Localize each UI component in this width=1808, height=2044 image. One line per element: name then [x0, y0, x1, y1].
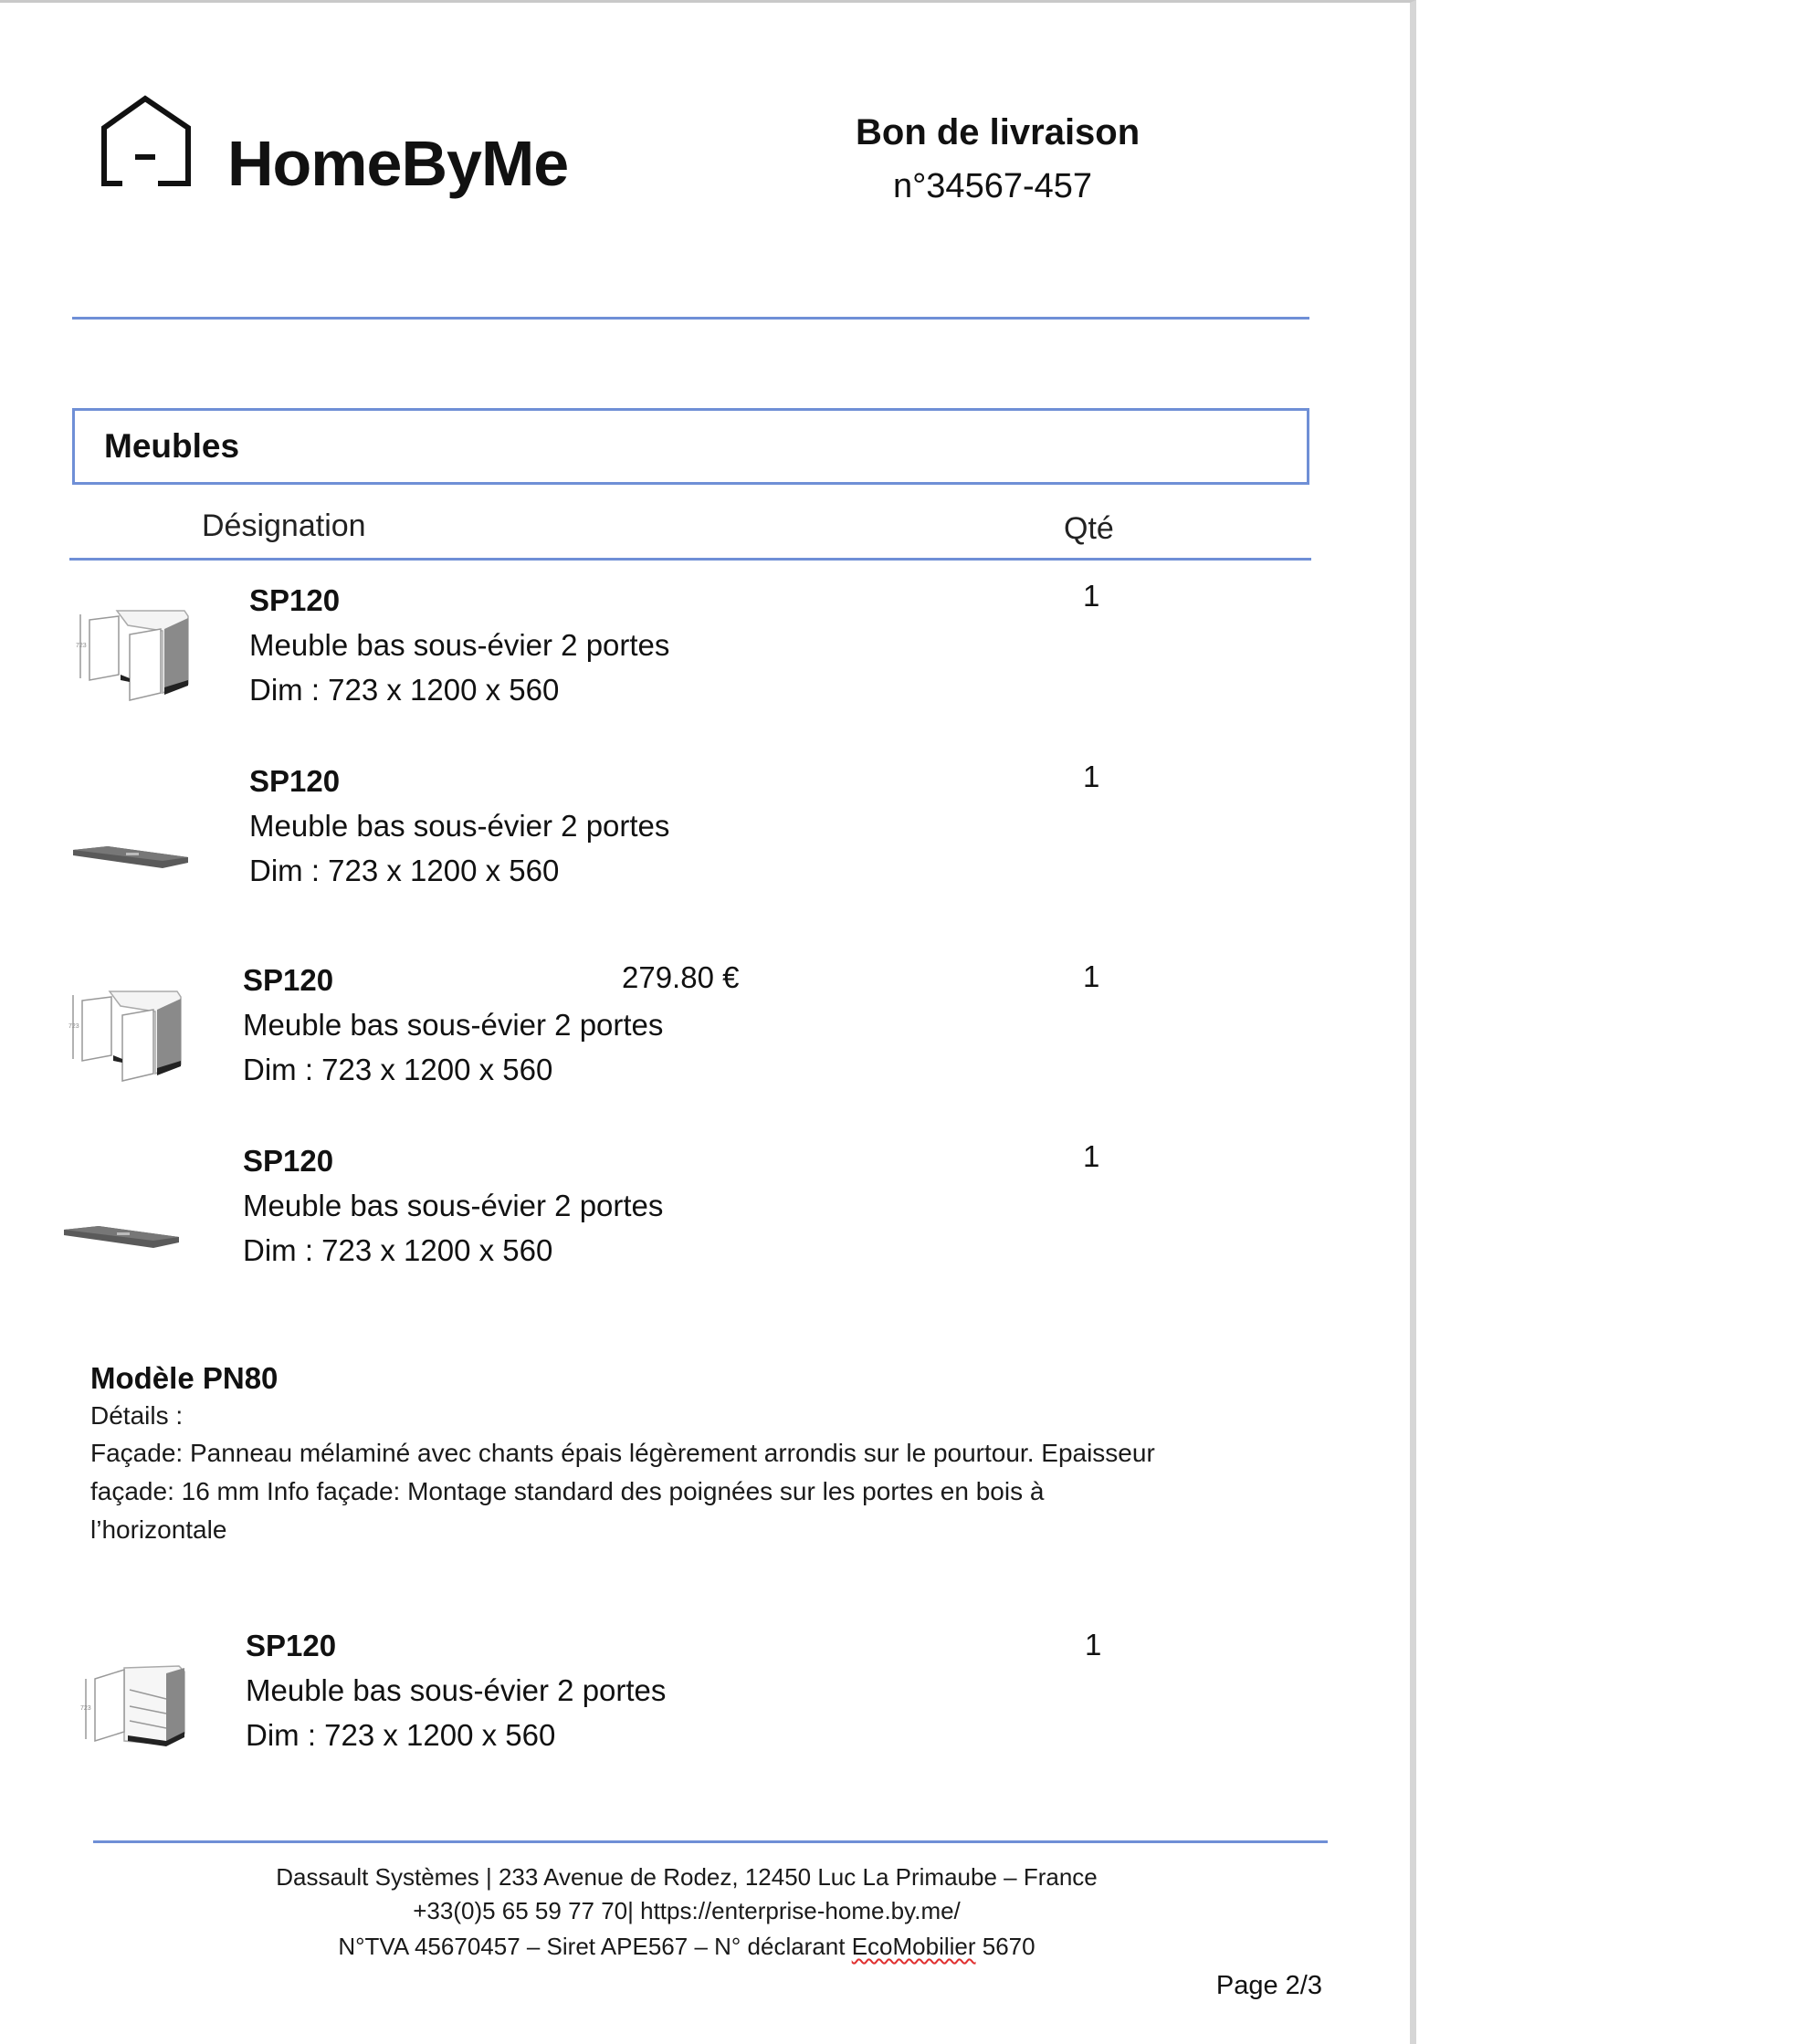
item-quantity: 1: [1083, 959, 1100, 993]
item-description: Meuble bas sous-évier 2 portes: [249, 809, 670, 843]
item-price: 279.80 €: [622, 960, 740, 994]
details-label: Détails :: [90, 1401, 184, 1430]
spellcheck-flagged-word[interactable]: EcoMobilier: [851, 1933, 976, 1960]
base-cabinet-2-doors-icon: [73, 603, 192, 706]
section-header: [72, 408, 1309, 485]
footer-contact: +33(0)5 65 59 77 70| https://enterprise-home.by.me/: [413, 1897, 961, 1924]
countertop-slab-icon: [62, 1221, 181, 1253]
item-quantity: 1: [1083, 760, 1100, 793]
svg-text:723: 723: [80, 1705, 91, 1712]
item-code: SP120: [243, 1144, 334, 1178]
page-number: Page 2/3: [1215, 1971, 1322, 2000]
item-description: Meuble bas sous-évier 2 portes: [243, 1008, 664, 1042]
item-quantity: 1: [1085, 1628, 1102, 1661]
details-line: façade: 16 mm Info façade: Montage standard des poignées sur les portes en bois à: [90, 1477, 1045, 1505]
base-cabinet-2-doors-icon: [66, 984, 184, 1086]
item-code: SP120: [246, 1629, 337, 1662]
footer-divider: [93, 1840, 1328, 1843]
model-title: Modèle PN80: [90, 1361, 279, 1395]
item-code: SP120: [249, 764, 341, 798]
column-quantity: Qté: [1064, 511, 1114, 546]
svg-text:723: 723: [68, 1023, 79, 1030]
footer-legal-prefix: N°TVA 45670457 – Siret APE567 – N° déclarant: [338, 1933, 852, 1960]
item-dimensions: Dim : 723 x 1200 x 560: [249, 673, 560, 707]
header-divider: [72, 317, 1309, 320]
footer-address: Dassault Systèmes | 233 Avenue de Rodez, 12450 Luc La Primaube – France: [276, 1863, 1098, 1891]
item-quantity: 1: [1083, 579, 1100, 613]
section-title: Meubles: [104, 427, 240, 465]
column-designation: Désignation: [202, 508, 366, 543]
item-dimensions: Dim : 723 x 1200 x 560: [249, 854, 560, 887]
svg-text:723: 723: [76, 643, 87, 649]
footer-legal: [93, 1934, 1280, 1958]
document-number: n°34567-457: [892, 167, 1093, 205]
footer-legal-suffix: 5670: [975, 1933, 1035, 1960]
item-dimensions: Dim : 723 x 1200 x 560: [243, 1233, 553, 1267]
item-quantity: 1: [1083, 1139, 1100, 1173]
base-cabinet-1-door-shelves-icon: [79, 1662, 188, 1750]
house-icon: [100, 95, 194, 187]
table-header-divider: [69, 558, 1311, 561]
item-description: Meuble bas sous-évier 2 portes: [243, 1189, 664, 1222]
item-code: SP120: [243, 963, 334, 997]
item-code: SP120: [249, 583, 341, 617]
item-dimensions: Dim : 723 x 1200 x 560: [246, 1718, 556, 1752]
countertop-slab-icon: [71, 841, 190, 874]
item-description: Meuble bas sous-évier 2 portes: [246, 1673, 667, 1707]
item-dimensions: Dim : 723 x 1200 x 560: [243, 1053, 553, 1086]
brand-name: HomeByMe: [227, 128, 569, 199]
details-line: Façade: Panneau mélaminé avec chants épais légèrement arrondis sur le pourtour. Epaisseur: [90, 1439, 1155, 1467]
details-line: l’horizontale: [90, 1515, 227, 1544]
item-description: Meuble bas sous-évier 2 portes: [249, 628, 670, 662]
document-title: Bon de livraison: [856, 112, 1141, 152]
